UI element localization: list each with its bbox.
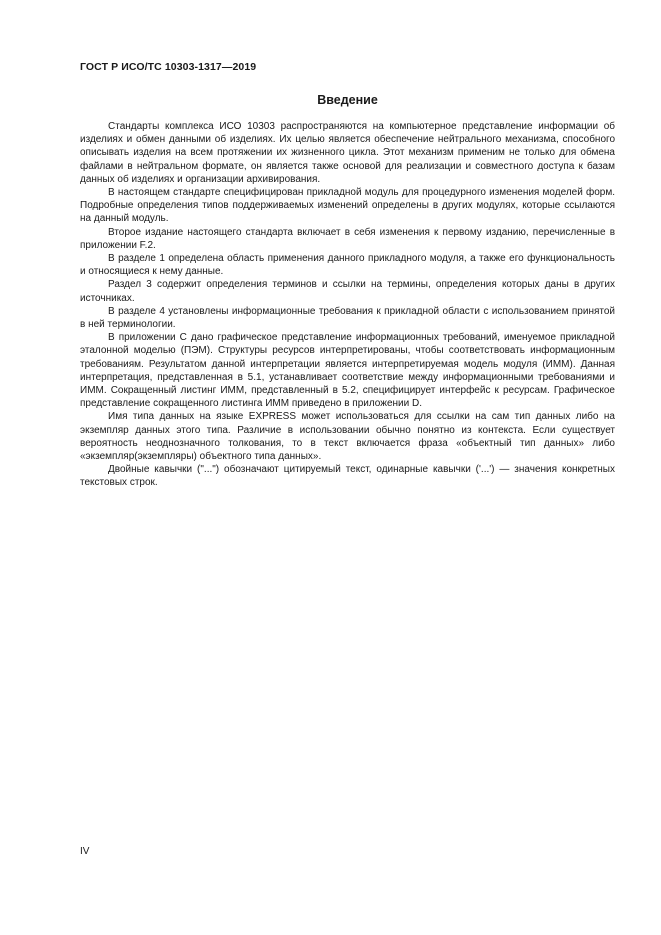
paragraph: В приложении С дано графическое представление информационных требований, именуемое прикладной эталонной моделью (ПЭМ). Структуры ресурсов интерпретированы, чтобы соответствовать информационным требованиям. Результатом данной интерпретации является интерпретируемая модель модуля (ИММ). Данная интерпретация, представленная в 5.1, устанавливает соответствие между информационными требованиями и ИММ. Сокращенный листинг ИММ, представленный в 5.2, специфицирует интерфейс к ресурсам. Графическое представление сокращенного листинга ИММ приведено в приложении D. — [80, 332, 615, 410]
paragraph: Двойные кавычки ("...") обозначают цитируемый текст, одинарные кавычки ('...') — значения конкретных текстовых строк. — [80, 464, 615, 489]
document-header: ГОСТ Р ИСО/ТС 10303-1317—2019 — [80, 61, 257, 73]
paragraph: В разделе 4 установлены информационные требования к прикладной области с использованием принятой в ней терминологии. — [80, 305, 615, 331]
paragraph: В разделе 1 определена область применения данного прикладного модуля, а также его функциональность и относящиеся к нему данные. — [80, 253, 615, 278]
paragraph: В настоящем стандарте специфицирован прикладной модуль для процедурного изменения моделей форм. Подробные определения типов поддерживаемых изменений определены в других модулях, которые ссылаются на данный модуль. — [80, 187, 615, 225]
section-title: Введение — [317, 93, 378, 107]
paragraph: Стандарты комплекса ИСО 10303 распространяются на компьютерное представление информации об изделиях и обмен данными об изделиях. Их целью является обеспечение нейтрального механизма, способного описывать изделия на всем протяжении их жизненного цикла. Этот механизм применим не только для обмена файлами в нейтральном формате, он является также основой для реализации и совместного доступа к базам данных об изделиях и организации архивирования. — [80, 121, 615, 185]
body-text — [80, 120, 615, 490]
paragraph: Имя типа данных на языке EXPRESS может использоваться для ссылки на сам тип данных либо на экземпляр данных этого типа. Различие в использовании обычно понятно из контекста. Если существует вероятность неоднозначного толкования, то в текст включается фраза «объектный тип данных» либо «экземпляр(экземпляры) объектного типа данных». — [80, 411, 615, 463]
paragraph: Второе издание настоящего стандарта включает в себя изменения к первому изданию, перечисленные в приложении F.2. — [80, 226, 615, 251]
paragraph: Раздел 3 содержит определения терминов и ссылки на термины, определения которых даны в других источниках. — [80, 279, 615, 304]
page-number: IV — [80, 846, 90, 857]
